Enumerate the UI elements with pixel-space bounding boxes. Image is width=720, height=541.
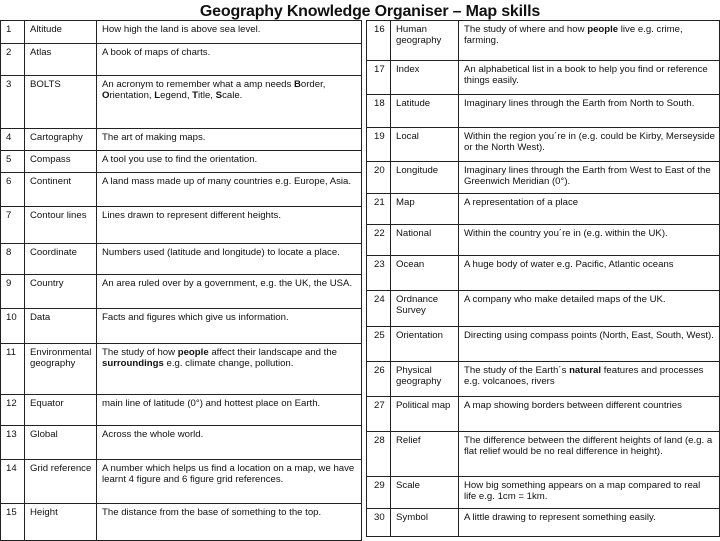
table-row [367, 21, 720, 61]
definition: Directing using compass points (North, East, South, West). [459, 327, 720, 362]
row-number: 7 [1, 207, 25, 244]
row-number: 30 [367, 509, 391, 537]
term: Symbol [391, 509, 459, 537]
table-row [367, 509, 720, 537]
row-number: 2 [1, 44, 25, 76]
term: Grid reference [25, 460, 97, 504]
table-row [367, 225, 720, 256]
table-row [1, 395, 362, 426]
term: Equator [25, 395, 97, 426]
term: Data [25, 309, 97, 344]
definition: Within the region you´re in (e.g. could be Kirby, Merseyside or the North West). [459, 128, 720, 162]
term: Local [391, 128, 459, 162]
table-row [367, 162, 720, 194]
table-row [1, 76, 362, 129]
table-row [367, 194, 720, 225]
term: Compass [25, 151, 97, 173]
term: Environmental geography [25, 344, 97, 395]
row-number: 4 [1, 129, 25, 151]
term: Coordinate [25, 244, 97, 275]
row-number: 13 [1, 426, 25, 460]
definition: An acronym to remember what a amp needs Border, Orientation, Legend, Title, Scale. [97, 76, 362, 129]
definition: A book of maps of charts. [97, 44, 362, 76]
term: Longitude [391, 162, 459, 194]
row-number: 28 [367, 432, 391, 477]
table-row [1, 151, 362, 173]
definition: The study of how people affect their landscape and the surroundings e.g. climate change, pollution. [97, 344, 362, 395]
term: Scale [391, 477, 459, 509]
row-number: 21 [367, 194, 391, 225]
table-row [1, 309, 362, 344]
definition: The distance from the base of something to the top. [97, 504, 362, 541]
table-row [367, 362, 720, 397]
table-row [367, 61, 720, 95]
row-number: 18 [367, 95, 391, 128]
term: Orientation [391, 327, 459, 362]
term: Latitude [391, 95, 459, 128]
row-number: 15 [1, 504, 25, 541]
glossary-table-left [0, 20, 362, 541]
table-row [1, 275, 362, 309]
row-number: 22 [367, 225, 391, 256]
definition: The art of making maps. [97, 129, 362, 151]
row-number: 12 [1, 395, 25, 426]
row-number: 23 [367, 256, 391, 291]
row-number: 29 [367, 477, 391, 509]
table-row [367, 397, 720, 432]
row-number: 10 [1, 309, 25, 344]
page-title: Geography Knowledge Organiser – Map skills [199, 3, 541, 20]
table-row [1, 129, 362, 151]
term: Atlas [25, 44, 97, 76]
row-number: 19 [367, 128, 391, 162]
row-number: 25 [367, 327, 391, 362]
table-row [1, 244, 362, 275]
definition: An alphabetical list in a book to help you find or reference things easily. [459, 61, 720, 95]
row-number: 5 [1, 151, 25, 173]
term: National [391, 225, 459, 256]
row-number: 14 [1, 460, 25, 504]
definition: A huge body of water e.g. Pacific, Atlantic oceans [459, 256, 720, 291]
definition: A representation of a place [459, 194, 720, 225]
row-number: 11 [1, 344, 25, 395]
definition: An area ruled over by a government, e.g. the UK, the USA. [97, 275, 362, 309]
table-row [367, 477, 720, 509]
term: Height [25, 504, 97, 541]
definition: How high the land is above sea level. [97, 21, 362, 44]
definition: The difference between the different heights of land (e.g. a flat relief would be no real difference in height). [459, 432, 720, 477]
row-number: 8 [1, 244, 25, 275]
definition: Facts and figures which give us information. [97, 309, 362, 344]
row-number: 17 [367, 61, 391, 95]
definition: main line of latitude (0°) and hottest place on Earth. [97, 395, 362, 426]
table-row [1, 207, 362, 244]
definition: A company who make detailed maps of the UK. [459, 291, 720, 327]
table-row [367, 128, 720, 162]
term: Cartography [25, 129, 97, 151]
table-row [367, 95, 720, 128]
term: Human geography [391, 21, 459, 61]
definition: The study of where and how people live e.g. crime, farming. [459, 21, 720, 61]
definition: Within the country you´re in (e.g. within the UK). [459, 225, 720, 256]
term: Contour lines [25, 207, 97, 244]
row-number: 24 [367, 291, 391, 327]
row-number: 16 [367, 21, 391, 61]
term: Ocean [391, 256, 459, 291]
definition: Lines drawn to represent different heights. [97, 207, 362, 244]
definition: A tool you use to find the orientation. [97, 151, 362, 173]
table-row [1, 44, 362, 76]
definition: How big something appears on a map compared to real life e.g. 1cm = 1km. [459, 477, 720, 509]
term: Global [25, 426, 97, 460]
row-number: 6 [1, 173, 25, 207]
definition: A land mass made up of many countries e.g. Europe, Asia. [97, 173, 362, 207]
table-row [367, 432, 720, 477]
term: Altitude [25, 21, 97, 44]
row-number: 26 [367, 362, 391, 397]
definition: A map showing borders between different countries [459, 397, 720, 432]
row-number: 3 [1, 76, 25, 129]
row-number: 20 [367, 162, 391, 194]
definition: Numbers used (latitude and longitude) to locate a place. [97, 244, 362, 275]
definition: Across the whole world. [97, 426, 362, 460]
table-row [1, 504, 362, 541]
definition: The study of the Earth´s natural features and processes e.g. volcanoes, rivers [459, 362, 720, 397]
table-row [367, 256, 720, 291]
table-row [367, 327, 720, 362]
table-row [1, 173, 362, 207]
term: Index [391, 61, 459, 95]
term: Map [391, 194, 459, 225]
term: Continent [25, 173, 97, 207]
table-row [1, 460, 362, 504]
definition: Imaginary lines through the Earth from North to South. [459, 95, 720, 128]
term: BOLTS [25, 76, 97, 129]
definition: A little drawing to represent something easily. [459, 509, 720, 537]
table-row [1, 344, 362, 395]
term: Relief [391, 432, 459, 477]
row-number: 1 [1, 21, 25, 44]
term: Physical geography [391, 362, 459, 397]
table-row [1, 426, 362, 460]
term: Political map [391, 397, 459, 432]
term: Country [25, 275, 97, 309]
definition: Imaginary lines through the Earth from West to East of the Greenwich Meridian (0°). [459, 162, 720, 194]
row-number: 9 [1, 275, 25, 309]
term: Ordnance Survey [391, 291, 459, 327]
glossary-table-right [366, 20, 720, 537]
table-row [367, 291, 720, 327]
row-number: 27 [367, 397, 391, 432]
definition: A number which helps us find a location on a map, we have learnt 4 figure and 6 figure grid references. [97, 460, 362, 504]
table-row [1, 21, 362, 44]
